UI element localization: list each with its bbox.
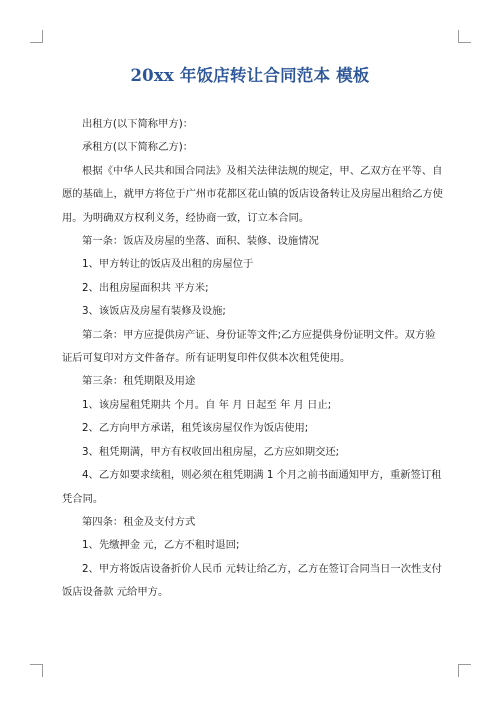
crop-mark-top-right — [458, 30, 471, 43]
crop-mark-top-left — [30, 30, 43, 43]
article-1-heading: 第一条：饭店及房屋的坐落、面积、装修、设施情况 — [82, 235, 319, 248]
article-3-heading: 第三条：租凭期限及用途 — [82, 375, 196, 388]
crop-mark-bottom-right — [458, 664, 471, 677]
article-2: 第二条：甲方应提供房产证、身份证等文件;乙方应提供身份证明文件。双方验证后可复印对方文件备存。所有证明复印件仅供本次租凭使用。 — [62, 328, 436, 365]
article-3-item-3: 3、租凭期满，甲方有权收回出租房屋，乙方应如期交还; — [82, 445, 340, 458]
article-4-item-2: 2、甲方将饭店设备折价人民币 元转让给乙方，乙方在签订合同当日一次性支付饭店设备款 元给甲方。 — [62, 562, 442, 599]
article-1-item-1: 1、甲方转让的饭店及出租的房屋位于 — [82, 258, 254, 271]
paragraph-preamble: 根据《中华人民共和国合同法》及相关法律法规的规定，甲、乙双方在平等、自愿的基础上，就甲方将位于广州市花都区花山镇的饭店设备转让及房屋出租给乙方使用。为明确双方权利义务，经协商一致，订立本合同。 — [62, 164, 443, 224]
document-title: 20xx 年饭店转让合同范本 模板 — [130, 66, 370, 85]
article-1-item-3: 3、该饭店及房屋有装修及设施; — [82, 305, 226, 318]
paragraph-lessor: 出租方(以下简称甲方)： — [82, 118, 194, 130]
article-4-item-1: 1、先缴押金 元，乙方不租时退回; — [82, 539, 240, 552]
document-body — [62, 113, 444, 605]
article-3-item-2: 2、乙方向甲方承诺，租凭该房屋仅作为饭店使用; — [82, 422, 309, 435]
article-3-item-4: 4、乙方如要求续租，则必须在租凭期满 1 个月之前书面通知甲方，重新签订租凭合同。 — [62, 469, 442, 505]
article-4-heading: 第四条：租金及支付方式 — [82, 515, 196, 528]
paragraph-lessee: 承租方(以下简称乙方)： — [82, 141, 194, 154]
article-1-item-2: 2、出租房屋面积共 平方米; — [82, 281, 209, 294]
crop-mark-bottom-left — [30, 664, 43, 677]
article-3-item-1: 1、该房屋租凭期共 个月。自 年 月 日起至 年 月 日止; — [82, 398, 332, 411]
